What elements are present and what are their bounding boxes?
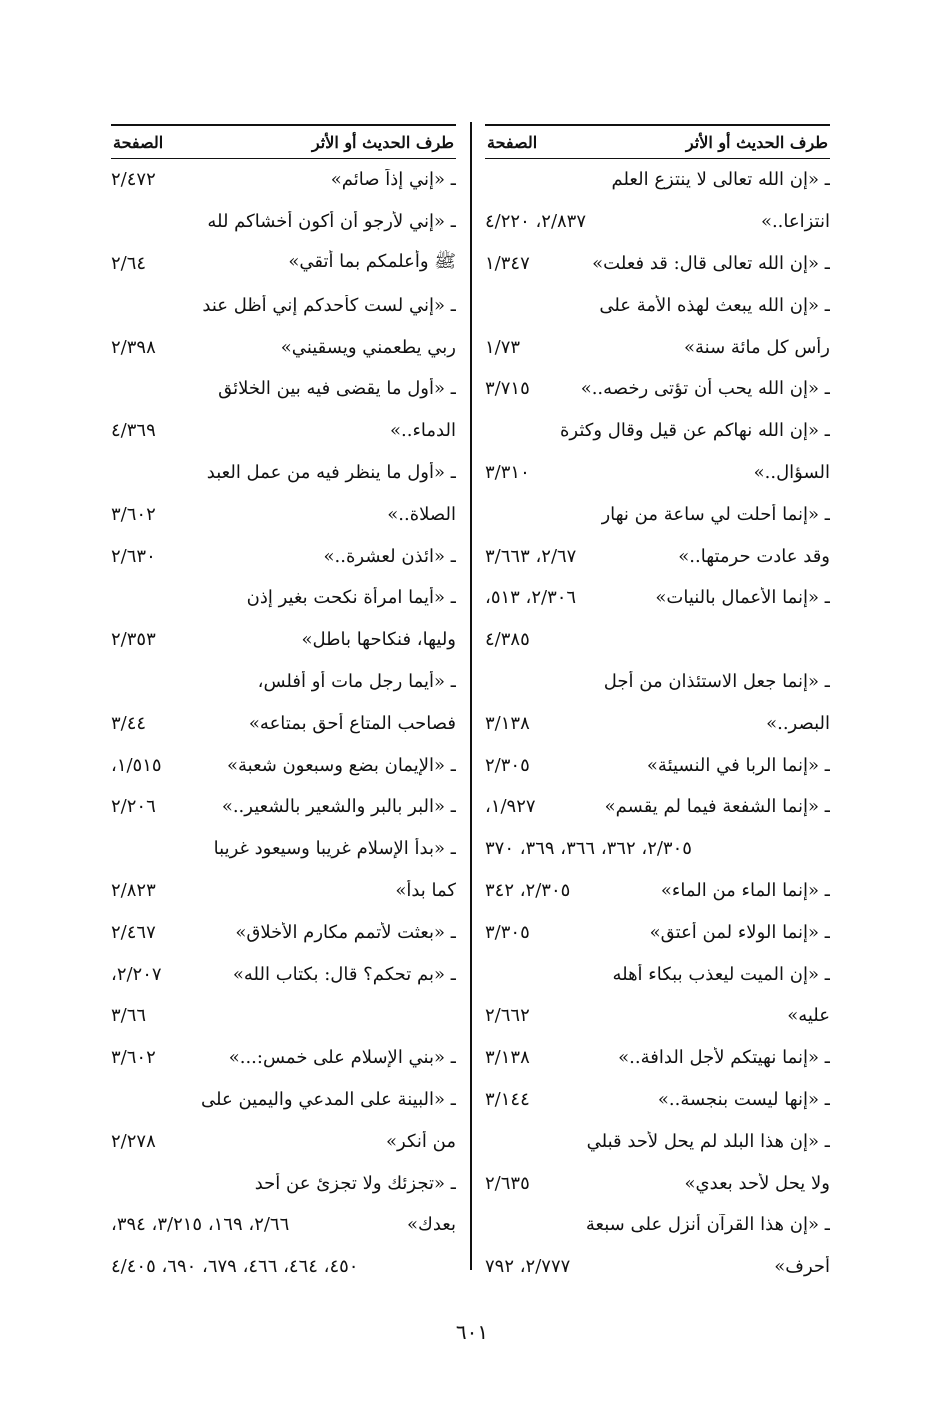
index-line	[111, 243, 456, 285]
page-ref: ١/٩٢٧،	[485, 796, 536, 818]
hadith-text: ـ «إني إذاً صائم»	[330, 169, 456, 191]
hadith-text: من أنكر»	[386, 1130, 456, 1152]
page-ref: ١/٥١٥،	[111, 754, 162, 776]
hadith-text: ـ «أيما رجل مات أو أفلس،	[257, 670, 456, 692]
index-line	[485, 1079, 830, 1121]
hadith-text: ـ «بني الإسلام على خمس:...»	[228, 1047, 456, 1069]
page-ref: ٣/٦٦	[111, 1005, 147, 1027]
page-ref: ٢/٤٦٧	[111, 921, 156, 943]
index-line	[485, 1037, 830, 1079]
index-line	[485, 911, 830, 953]
hadith-text: ـ «البينة على المدعي واليمين على	[201, 1088, 456, 1110]
index-line	[111, 1204, 456, 1246]
hadith-text: بعدك»	[407, 1214, 456, 1236]
hadith-text: ـ «إنما الأعمال بالنيات»	[655, 587, 830, 609]
hadith-text: ـ «ائذن لعشرة..»	[323, 545, 456, 567]
page-ref: ٤/٣٦٩	[111, 420, 156, 442]
page-ref: ٢/٦٤	[111, 252, 147, 274]
page-ref: ٢/٢٠٦	[111, 796, 156, 818]
left-column	[111, 124, 456, 1288]
hadith-text: ـ «تجزئك ولا تجزئ عن أحد	[254, 1172, 456, 1194]
index-line	[485, 786, 830, 828]
hadith-text: ـ «إن الله يبعث لهذه الأمة على	[599, 294, 830, 316]
index-line	[111, 1246, 456, 1288]
index-line	[111, 535, 456, 577]
index-line	[111, 410, 456, 452]
page-ref: ٢/٣٠٥، ٣٤٢	[485, 879, 571, 901]
header-title: طرف الحديث أو الأثر	[685, 132, 828, 152]
hadith-text: ـ «إنما نهيتكم لأجل الدافة..»	[618, 1047, 830, 1069]
index-line	[485, 368, 830, 410]
hadith-text: انتزاعا..»	[760, 211, 830, 233]
page-ref: ٣/١٣٨	[485, 1047, 530, 1069]
hadith-text: ـ «إن الله تعالى لا ينتزع العلم	[611, 169, 830, 191]
column-header	[111, 124, 456, 159]
index-line	[111, 577, 456, 619]
hadith-text: فصاحب المتاع أحق بمتاعه»	[248, 712, 456, 734]
hadith-text: ـ «أول ما ينظر فيه من عمل العبد	[206, 461, 456, 483]
hadith-text: ـ «بدأ الإسلام غريبا وسيعود غريبا	[213, 838, 456, 860]
right-column	[485, 124, 830, 1288]
hadith-text: الدماء..»	[390, 420, 456, 442]
index-line	[111, 702, 456, 744]
index-line	[485, 702, 830, 744]
hadith-text: ولا يحل لأحد بعدي»	[684, 1172, 830, 1194]
index-line	[111, 159, 456, 201]
index-line	[485, 828, 830, 870]
hadith-text: ـ «أول ما يقضى فيه بين الخلائق	[218, 378, 456, 400]
index-line	[111, 1079, 456, 1121]
index-line	[485, 243, 830, 285]
hadith-text: ـ «إنها ليست بنجسة..»	[657, 1088, 830, 1110]
index-line	[111, 911, 456, 953]
page-ref: ٢/٣٠٥، ٣٦٢، ٣٦٦، ٣٦٩، ٣٧٠	[485, 838, 692, 860]
index-line	[485, 1246, 830, 1288]
hadith-text: ـ «البر بالبر والشعير بالشعير..»	[221, 796, 456, 818]
index-line	[485, 284, 830, 326]
index-line	[111, 786, 456, 828]
hadith-text: ـ «إنما الماء من الماء»	[660, 879, 830, 901]
index-line	[111, 493, 456, 535]
page-ref: ٣/٦٠٢	[111, 503, 156, 525]
page-ref: ١/٧٣	[485, 336, 521, 358]
page-ref: ٢/٤٧٢	[111, 169, 156, 191]
hadith-text: وليها، فنكاحها باطل»	[301, 629, 456, 651]
page-ref: ٢/٦٣٠	[111, 545, 156, 567]
page-ref: ٢/٧٧٧، ٧٩٢	[485, 1256, 571, 1278]
hadith-text: ـ «بعثت لأتمم مكارم الأخلاق»	[235, 921, 456, 943]
index-line	[111, 870, 456, 912]
hadith-text: ـ «أيما امرأة نكحت بغير إذن	[246, 587, 456, 609]
page-ref: ٢/٢٠٧،	[111, 963, 162, 985]
hadith-text: ـ «إني لأرجو أن أكون أخشاكم لله	[207, 211, 456, 233]
index-line	[111, 326, 456, 368]
hadith-text: ـ «إنما أحلت لي ساعة من نهار	[601, 503, 830, 525]
page-ref: ٤٥٠، ٤٦٤، ٤٦٦، ٦٧٩، ٦٩٠، ٤/٤٠٥	[111, 1256, 359, 1278]
hadith-text: ـ «إن الله نهاكم عن قيل وقال وكثرة	[559, 420, 830, 442]
index-line	[485, 619, 830, 661]
index-line	[485, 577, 830, 619]
hadith-text: ـ «إنما جعل الاستئذان من أجل	[603, 670, 830, 692]
page-ref: ٢/٦٦، ١٦٩، ٣/٢١٥، ٣٩٤،	[111, 1214, 290, 1236]
index-line	[111, 368, 456, 410]
hadith-text: كما بدأ»	[395, 879, 456, 901]
index-line	[485, 953, 830, 995]
page-ref: ٢/٦٣٥	[485, 1172, 530, 1194]
header-page: الصفحة	[113, 132, 164, 152]
page-number: ٦٠١	[455, 1320, 489, 1344]
hadith-text: أحرف»	[774, 1256, 830, 1278]
hadith-text: ـ «إن الله تعالى قال: قد فعلت»	[592, 252, 830, 274]
index-line	[111, 661, 456, 703]
index-line	[485, 326, 830, 368]
index-line	[485, 995, 830, 1037]
page-ref: ٣/٣٠٥	[485, 921, 530, 943]
index-line	[111, 1037, 456, 1079]
column-divider	[470, 122, 472, 1270]
hadith-text: ـ «إنما الولاء لمن أعتق»	[649, 921, 830, 943]
index-line	[111, 744, 456, 786]
column-header	[485, 124, 830, 159]
hadith-text: ـ «الإيمان بضع وسبعون شعبة»	[226, 754, 456, 776]
index-line	[485, 1204, 830, 1246]
index-line	[485, 1162, 830, 1204]
header-title: طرف الحديث أو الأثر	[311, 132, 454, 152]
hadith-text: ـ «إنما الربا في النسيئة»	[646, 754, 830, 776]
entry-list	[111, 159, 456, 1288]
index-line	[111, 619, 456, 661]
hadith-text: ـ «إن الله يحب أن تؤتى رخصه..»	[580, 378, 830, 400]
page-ref: ٢/٨٣٧، ٤/٢٢٠	[485, 211, 587, 233]
page-ref: ٣/٣١٠	[485, 461, 530, 483]
page-ref: ٢/٣٠٦، ٥١٣،	[485, 587, 577, 609]
page-ref: ٢/٣٠٥	[485, 754, 530, 776]
page-ref: ٢/٦٦٢	[485, 1005, 530, 1027]
index-line	[111, 953, 456, 995]
hadith-text: البصر..»	[766, 712, 830, 734]
hadith-text: ـ «إن هذا القرآن أنزل على سبعة	[585, 1214, 830, 1236]
hadith-text: ـ «إنما الشفعة فيما لم يقسم»	[604, 796, 830, 818]
hadith-text: وقد عادت حرمتها..»	[678, 545, 830, 567]
index-line	[111, 452, 456, 494]
hadith-text: السؤال..»	[753, 461, 830, 483]
index-line	[485, 535, 830, 577]
entry-list	[485, 159, 830, 1288]
index-line	[485, 1120, 830, 1162]
page-ref: ٢/٨٢٣	[111, 879, 156, 901]
index-line	[485, 159, 830, 201]
page-ref: ٣/١٣٨	[485, 712, 530, 734]
page-ref: ٢/٢٧٨	[111, 1130, 156, 1152]
hadith-text: رأس كل مائة سنة»	[684, 336, 830, 358]
index-line	[111, 1162, 456, 1204]
index-line	[111, 284, 456, 326]
hadith-text: ـ «بم تحكم؟ قال: بكتاب الله»	[232, 963, 456, 985]
hadith-text: عليه»	[787, 1005, 830, 1027]
page-ref: ٣/٧١٥	[485, 378, 530, 400]
page-ref: ١/٣٤٧	[485, 252, 530, 274]
index-line	[111, 1120, 456, 1162]
header-page: الصفحة	[487, 132, 538, 152]
index-line	[485, 661, 830, 703]
index-line	[111, 995, 456, 1037]
page-ref: ٣/٦٠٢	[111, 1047, 156, 1069]
hadith-text: ـ «إن هذا البلد لم يحل لأحد قبلي	[586, 1130, 830, 1152]
index-line	[485, 744, 830, 786]
page-ref: ٢/٣٩٨	[111, 336, 156, 358]
index-line	[485, 870, 830, 912]
hadith-text: الصلاة..»	[387, 503, 456, 525]
index-line	[485, 493, 830, 535]
hadith-text: ـ «إني لست كأحدكم إني أظل عند	[202, 294, 456, 316]
page-ref: ٢/٣٥٣	[111, 629, 156, 651]
page-ref: ٤/٣٨٥	[485, 629, 530, 651]
page-ref: ٢/٦٧، ٣/٦٦٣	[485, 545, 577, 567]
index-line	[485, 410, 830, 452]
hadith-text: ـ «إن الميت ليعذب ببكاء أهله	[612, 963, 830, 985]
index-line	[111, 201, 456, 243]
index-line	[111, 828, 456, 870]
index-line	[485, 201, 830, 243]
page-ref: ٣/٤٤	[111, 712, 147, 734]
index-line	[485, 452, 830, 494]
hadith-text: ﷺ وأعلمكم بما أتقي»	[288, 251, 456, 273]
hadith-text: ربي يطعمني ويسقيني»	[280, 336, 456, 358]
page-ref: ٣/١٤٤	[485, 1088, 530, 1110]
